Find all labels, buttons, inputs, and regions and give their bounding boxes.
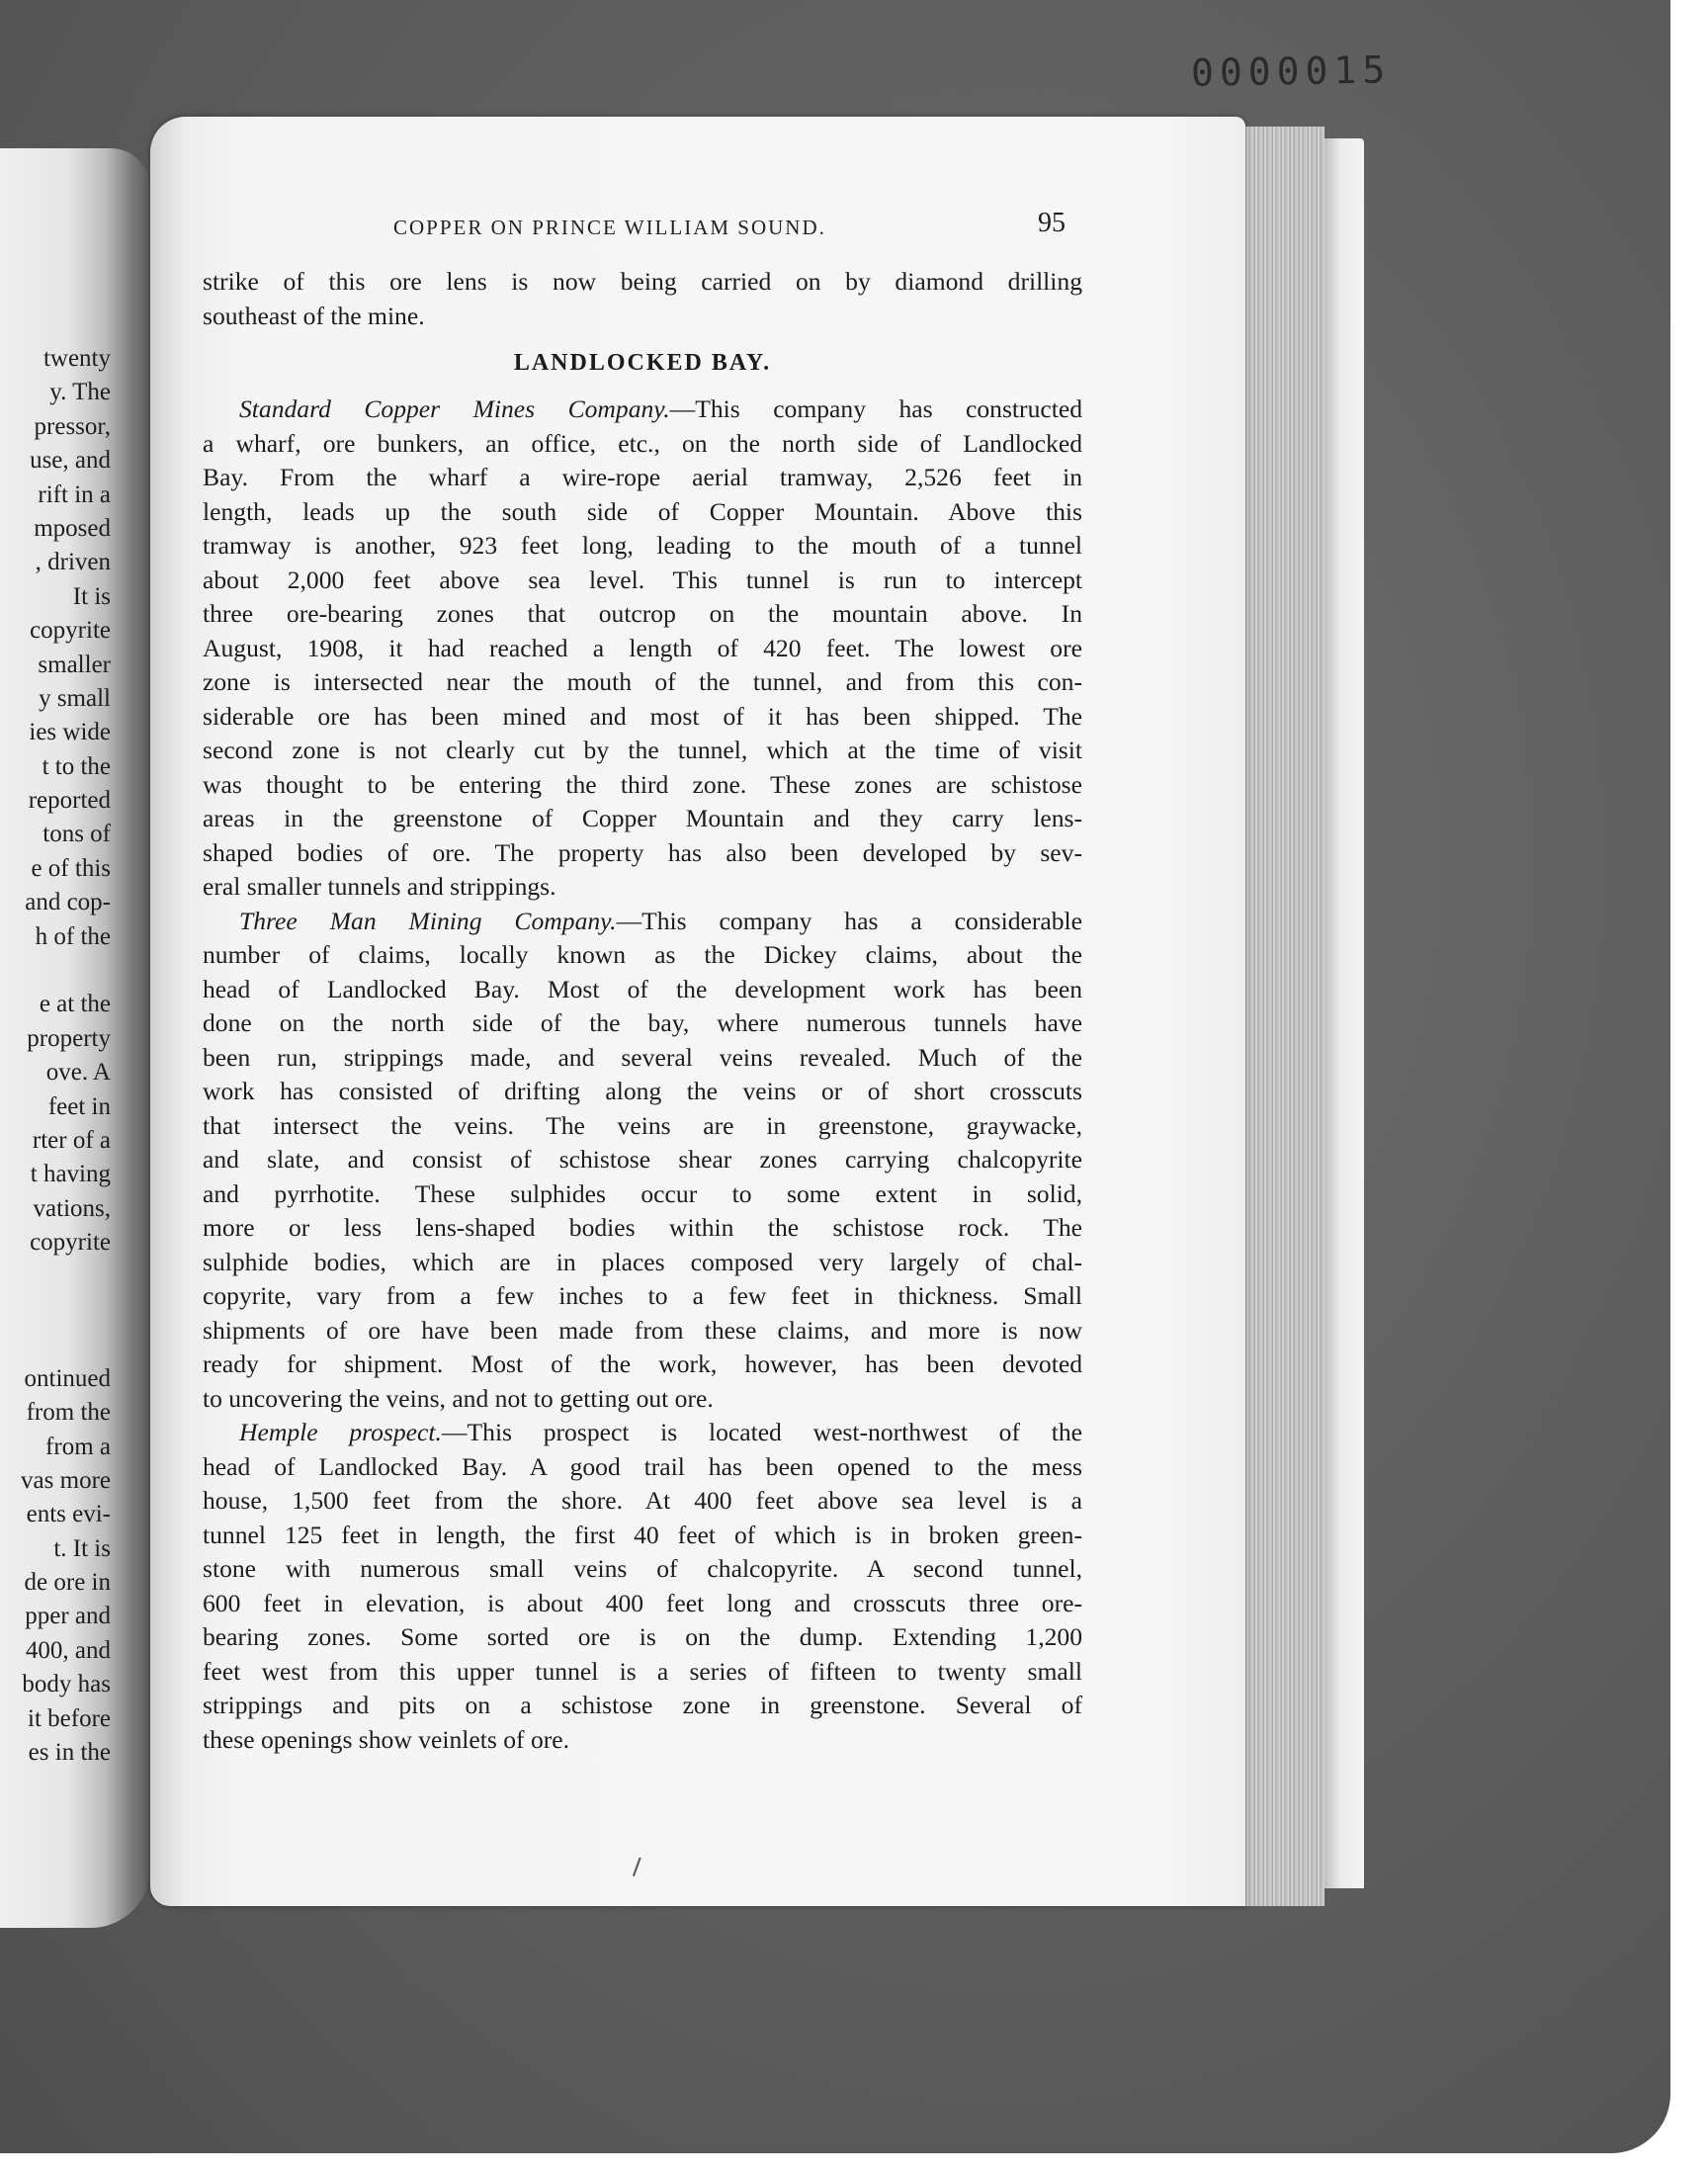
paragraph-first-line (203, 905, 1082, 939)
previous-page-line: t having (30, 1161, 111, 1188)
previous-page-line (0, 1328, 111, 1361)
text-line: feet west from this upper tunnel is a series of fifteen to twenty small (203, 1656, 1082, 1686)
text-line: shipments of ore have been made from these claims, and more is now (203, 1315, 1082, 1345)
text-line: 600 feet in elevation, is about 400 feet long and crosscuts three ore- (203, 1588, 1082, 1617)
previous-page-line (0, 954, 111, 988)
text-line: been run, strippings made, and several veins revealed. Much of the (203, 1042, 1082, 1072)
previous-page-line: 400, and (25, 1636, 111, 1664)
text-line: siderable ore has been mined and most of it has been shipped. The (203, 701, 1082, 731)
previous-page-line: pressor, (34, 412, 111, 440)
paragraph-lead: Three Man Mining Company. (239, 906, 617, 935)
text-line: three ore-bearing zones that outcrop on the mountain above. In (203, 599, 1082, 628)
previous-page-line: ontinued (24, 1364, 111, 1392)
text-line: eral smaller tunnels and strippings. (203, 872, 556, 901)
text-line: zone is intersected near the mouth of the tunnel, and from this con- (203, 667, 1082, 696)
previous-page-line: use, and (30, 447, 111, 475)
text-line: was thought to be entering the third zone. These zones are schistose (203, 769, 1082, 799)
text-line: more or less lens-shaped bodies within the schistose rock. The (203, 1213, 1082, 1242)
previous-page-line: twenty (43, 345, 111, 372)
previous-page-line: ove. A (45, 1059, 111, 1087)
previous-page-line: mposed (34, 514, 111, 542)
previous-page-line: es in the (28, 1739, 111, 1767)
previous-page-line: It is (72, 582, 111, 610)
text-line: head of Landlocked Bay. Most of the development work has been (203, 974, 1082, 1003)
previous-page-line: tons of (43, 821, 111, 848)
previous-page-line: de ore in (24, 1569, 111, 1597)
previous-page-line: t. It is (53, 1534, 111, 1562)
previous-page-line: t to the (42, 752, 111, 780)
archive-stamp-number: 0000015 (1190, 47, 1392, 95)
previous-page-line: and cop- (25, 889, 111, 916)
previous-page-line: rter of a (32, 1126, 111, 1154)
text-line: that intersect the veins. The veins are in greenstone, graywacke, (203, 1110, 1082, 1140)
paragraph-first-rest: —This company has a considerable (616, 906, 1082, 935)
text-line: strippings and pits on a schistose zone in greenstone. Several of (203, 1691, 1082, 1719)
previous-page-line: it before (28, 1704, 111, 1732)
previous-page-line: feet in (47, 1092, 111, 1120)
text-line: tramway is another, 923 feet long, leading to the mouth of a tunnel (203, 531, 1082, 560)
previous-page-line: , driven (35, 549, 111, 576)
paragraph-first-line (203, 1416, 1082, 1450)
text-line: work has consisted of drifting along the veins or of short crosscuts (203, 1077, 1082, 1105)
text-line: shaped bodies of ore. The property has also been developed by sev- (203, 837, 1082, 867)
previous-page-line: body has (22, 1671, 111, 1698)
text-line: head of Landlocked Bay. A good trail has been opened to the mess (203, 1451, 1082, 1481)
text-line: ready for shipment. Most of the work, however, has been devoted (203, 1349, 1082, 1378)
text-line: strike of this ore lens is now being carried on by diamond drilling (203, 267, 1082, 296)
text-line: to uncovering the veins, and not to getting out ore. (203, 1383, 714, 1413)
previous-page-line: from the (26, 1399, 111, 1427)
paragraph-lead: Hemple prospect. (239, 1418, 442, 1446)
text-line: done on the north side of the bay, where numerous tunnels have (203, 1008, 1082, 1037)
text-line: about 2,000 feet above sea level. This tunnel is run to intercept (203, 565, 1082, 594)
text-line: areas in the greenstone of Copper Mountain and they carry lens- (203, 804, 1082, 832)
text-line: copyrite, vary from a few inches to a few feet in thickness. Small (203, 1281, 1082, 1310)
text-line: bearing zones. Some sorted ore is on the dump. Extending 1,200 (203, 1622, 1082, 1651)
previous-page-line: e at the (39, 991, 111, 1018)
text-line: house, 1,500 feet from the shore. At 400 feet above sea level is a (203, 1486, 1082, 1515)
previous-page-line: y. The (49, 379, 111, 406)
paragraph-first-line (203, 392, 1082, 427)
text-line: August, 1908, it had reached a length of 420 feet. The lowest ore (203, 633, 1082, 662)
previous-page-line (0, 1261, 111, 1294)
paragraph-first-rest: —This company has constructed (669, 394, 1082, 423)
page-body (203, 265, 1082, 1757)
text-line: a wharf, ore bunkers, an office, etc., on the north side of Landlocked (203, 428, 1082, 458)
previous-page-line: vations, (33, 1194, 111, 1222)
previous-page-text (0, 342, 111, 1770)
previous-page-line: smaller (38, 651, 111, 678)
paragraph-first-rest: —This prospect is located west-northwest of the (441, 1418, 1082, 1446)
text-line: stone with numerous small veins of chalcopyrite. A second tunnel, (203, 1554, 1082, 1583)
text-line: these openings show veinlets of ore. (203, 1724, 570, 1754)
text-line: length, leads up the south side of Copper Mountain. Above this (203, 496, 1082, 526)
paragraph-lead: Standard Copper Mines Company. (239, 394, 670, 423)
previous-page-line: reported (28, 787, 111, 815)
section-heading: LANDLOCKED BAY. (513, 350, 772, 376)
previous-page-line: e of this (31, 854, 111, 882)
previous-page-line: copyrite (30, 617, 111, 645)
text-line: and slate, and consist of schistose shear zones carrying chalcopyrite (203, 1145, 1082, 1174)
text-line: number of claims, locally known as the Dickey claims, about the (203, 940, 1082, 969)
book-page-edge-highlight (1324, 138, 1364, 1888)
previous-page-line: property (27, 1024, 111, 1052)
previous-page-fragment (0, 148, 150, 1928)
text-line: sulphide bodies, which are in places composed very largely of chal- (203, 1247, 1082, 1276)
previous-page-line: ents evi- (26, 1501, 111, 1528)
previous-page-line: ies wide (29, 719, 111, 746)
previous-page-line: from a (45, 1433, 111, 1460)
text-line: tunnel 125 feet in length, the first 40 feet of which is in broken green- (203, 1520, 1082, 1549)
previous-page-line: vas more (21, 1466, 111, 1494)
text-line: Bay. From the wharf a wire-rope aerial tramway, 2,526 feet in (203, 463, 1082, 491)
previous-page-line: copyrite (30, 1229, 111, 1257)
text-line: and pyrrhotite. These sulphides occur to some extent in solid, (203, 1178, 1082, 1208)
page-number: 95 (1038, 208, 1066, 238)
text-line: second zone is not clearly cut by the tunnel, which at the time of visit (203, 736, 1082, 764)
running-head: COPPER ON PRINCE WILLIAM SOUND. (393, 216, 826, 239)
text-line: southeast of the mine. (203, 301, 425, 330)
previous-page-line (0, 1294, 111, 1328)
previous-page-line: pper and (25, 1603, 111, 1630)
previous-page-line: h of the (35, 922, 111, 950)
previous-page-line: rift in a (38, 480, 111, 508)
previous-page-line: y small (39, 684, 111, 712)
